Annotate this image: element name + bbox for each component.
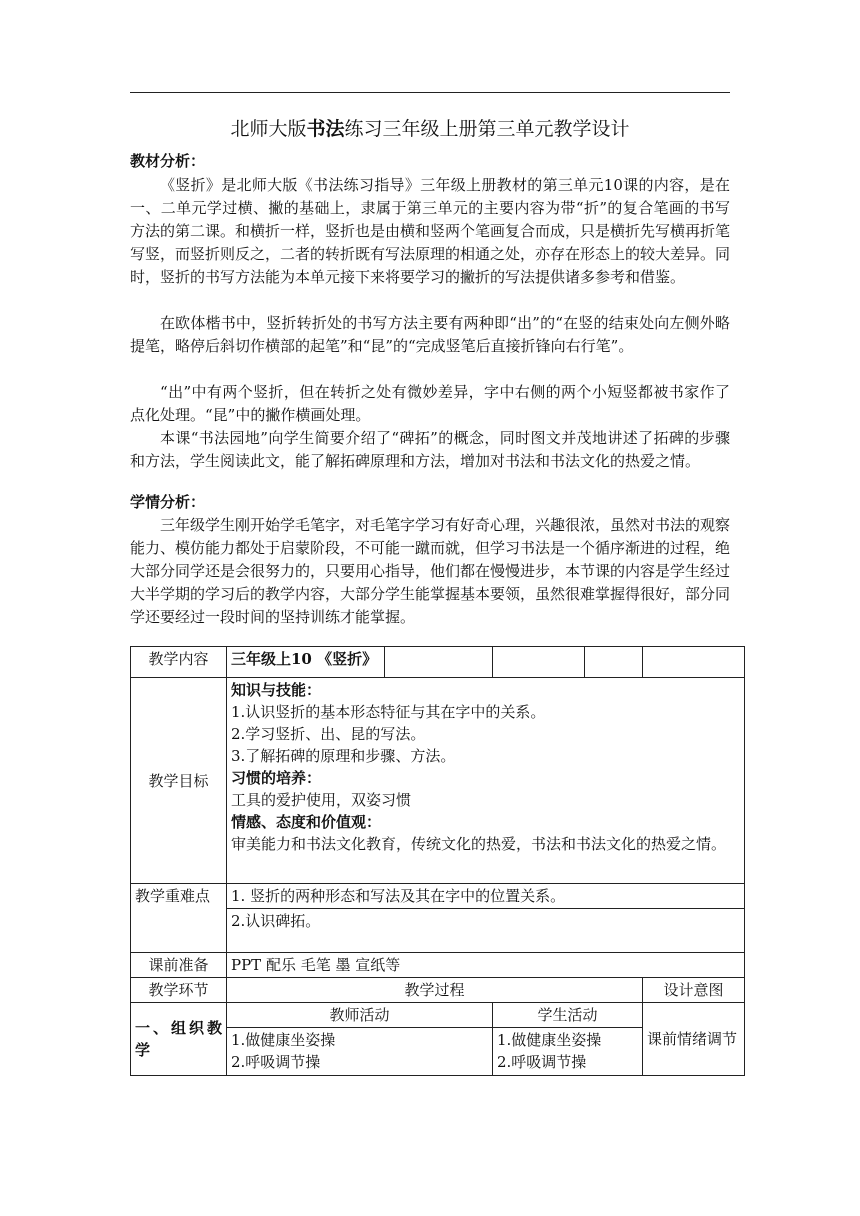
key-point: 1. 竖折的两种形态和写法及其在字中的位置关系。 <box>227 884 745 909</box>
goal-item: 2.学习竖折、出、昆的写法。 <box>231 725 426 743</box>
paragraph: “出”中有两个竖折，但在转折之处有微妙差异，字中右侧的两个小短竖都被书家作了点化处理。“昆”中的撇作横画处理。 <box>130 383 730 424</box>
table-row <box>131 884 745 909</box>
table-row <box>131 978 745 1003</box>
lesson-plan-table <box>130 646 745 1076</box>
activity-item: 1.做健康坐姿操 <box>231 1031 336 1049</box>
row-label: 教学重难点 <box>131 884 227 953</box>
intent-value: 课前情绪调节 <box>643 1003 745 1076</box>
row-label: 教学内容 <box>131 647 227 678</box>
goal-item: 工具的爱护使用，双姿习惯 <box>231 791 412 809</box>
goal-item: 3.了解拓碑的原理和步骤、方法。 <box>231 747 456 765</box>
key-point: 2.认识碑拓。 <box>227 909 745 953</box>
row-label: 教学目标 <box>131 678 227 884</box>
goals-heading: 习惯的培养： <box>231 769 322 787</box>
row-label: 课前准备 <box>131 953 227 978</box>
goal-item: 1.认识竖折的基本形态特征与其在字中的关系。 <box>231 703 546 721</box>
title-part: 北师大版 <box>230 118 307 140</box>
header-rule <box>130 92 730 93</box>
empty-cell <box>493 647 585 678</box>
paragraph: 《竖折》是北师大版《书法练习指导》三年级上册教材的第三单元10课的内容，是在一、二单元学过横、撇的基础上，隶属于第三单元的主要内容为带“折”的复合笔画的书写方法的第二课。和横折一样，竖折也是由横和竖两个笔画复合而成，只是横折先写横再折笔写竖，而竖折则反之，二者的转折既有写法原理的相通之处，亦存在形态上的较大差异。同时，竖折的书写方法能为本单元接下来将要学习的撇折的写法提供诸多参考和借鉴。 <box>130 176 731 286</box>
activity-item: 2.呼吸调节操 <box>231 1053 321 1071</box>
column-header: 设计意图 <box>643 978 745 1003</box>
goals-heading: 知识与技能： <box>231 681 322 699</box>
table-row <box>131 647 745 678</box>
empty-cell <box>643 647 745 678</box>
activity-item: 1.做健康坐姿操 <box>497 1031 602 1049</box>
prep-value: PPT 配乐 毛笔 墨 宣纸等 <box>227 953 745 978</box>
section-heading-students: 学情分析： <box>130 493 206 511</box>
goals-cell <box>227 678 745 884</box>
table-row <box>131 1003 745 1028</box>
section-heading-textbook: 教材分析： <box>130 152 206 170</box>
title-bold-part: 书法 <box>306 118 345 140</box>
goal-item: 审美能力和书法文化教育，传统文化的热爱，书法和书法文化的热爱之情。 <box>231 835 727 853</box>
teacher-activity <box>227 1028 493 1076</box>
paragraph: 本课“书法园地”向学生简要介绍了“碑拓”的概念，同时图文并茂地讲述了拓碑的步骤和方法，学生阅读此文，能了解拓碑原理和方法，增加对书法和书法文化的热爱之情。 <box>130 429 730 470</box>
activity-item: 2.呼吸调节操 <box>497 1053 587 1071</box>
empty-cell <box>385 647 493 678</box>
table-row <box>131 678 745 884</box>
document-title <box>130 117 730 141</box>
column-header: 教学环节 <box>131 978 227 1003</box>
stage-name: 一、组织教学 <box>131 1003 227 1076</box>
empty-cell <box>585 647 643 678</box>
title-part: 练习三年级上册第三单元教学设计 <box>344 118 630 140</box>
column-header: 教学过程 <box>227 978 643 1003</box>
content-value: 三年级上10 《竖折》 <box>227 647 385 678</box>
paragraph: 三年级学生刚开始学毛笔字，对毛笔字学习有好奇心理，兴趣很浓，虽然对书法的观察能力、模仿能力都处于启蒙阶段，不可能一蹴而就，但学习书法是一个循序渐进的过程，绝大部分同学还是会很努力的，只要用心指导，他们都在慢慢进步，本节课的内容是学生经过大半学期的学习后的教学内容，大部分学生能掌握基本要领，虽然很难掌握得很好，部分同学还要经过一段时间的坚持训练才能掌握。 <box>130 516 731 626</box>
goals-heading: 情感、态度和价值观： <box>231 813 382 831</box>
column-header: 教师活动 <box>227 1003 493 1028</box>
table-row <box>131 953 745 978</box>
student-activity <box>493 1028 643 1076</box>
paragraph: 在欧体楷书中，竖折转折处的书写方法主要有两种即“出”的“在竖的结束处向左侧外略提笔，略停后斜切作横部的起笔”和“昆”的“完成竖笔后直接折锋向右行笔”。 <box>130 314 730 355</box>
column-header: 学生活动 <box>493 1003 643 1028</box>
